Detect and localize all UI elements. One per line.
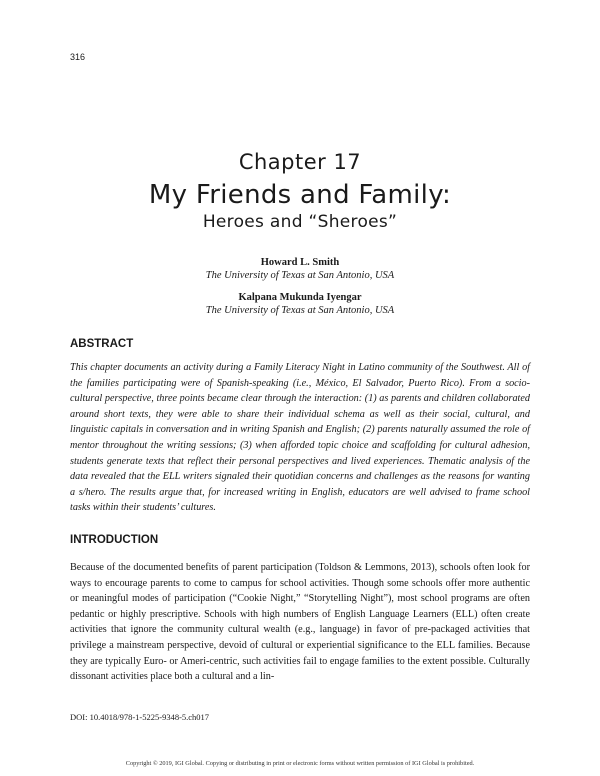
author-block: [0, 257, 600, 281]
author-affiliation: The University of Texas at San Antonio, USA: [205, 305, 395, 316]
chapter-label: Chapter 17: [238, 150, 362, 174]
abstract-heading: ABSTRACT: [70, 338, 134, 350]
copyright-notice: Copyright © 2019, IGI Global. Copying or distributing in print or electronic forms without written permission of IGI Global is prohibited.: [125, 760, 475, 767]
chapter-subtitle: Heroes and “Sheroes”: [202, 212, 398, 232]
page-number: 316: [70, 52, 86, 62]
abstract-text: This chapter documents an activity during a Family Literacy Night in Latino community of the Southwest. All of the families participating were of Spanish-speaking (i.e., México, El Salvador, Puerto Rico). From a socio-cultural perspective, three points became clear through the interaction: (1) as parents and children collaborated around short texts, they were able to share their individual schema as well as their social, cultural, and linguistic capitals in conversation and in writing Spanish and English; (2) parents naturally assumed the role of mentor throughout the writing sessions; (3) when afforded topic choice and scaffolding for cultural adhesion, students generate texts that reflect their personal perspectives and lived experiences. Thematic analysis of the data revealed that the ELL writers signaled their quotidian concerns and challenges as the reasons for wanting a s/hero. The results argue that, for increased writing in English, educators are well advised to frame school tasks within their students’ cultures.: [70, 362, 530, 514]
introduction-heading: INTRODUCTION: [70, 534, 159, 546]
chapter-title: My Friends and Family:: [148, 180, 452, 210]
author-block: [0, 292, 600, 316]
author-name: Howard L. Smith: [260, 257, 340, 268]
author-name: Kalpana Mukunda Iyengar: [238, 292, 362, 303]
doi-line: DOI: 10.4018/978-1-5225-9348-5.ch017: [70, 712, 210, 722]
introduction-text: Because of the documented benefits of parent participation (Toldson & Lemmons, 2013), schools often look for ways to encourage parents to come to campus for school activities. Though some schools offer more authentic or meaningful modes of participation (“Cookie Night,” “Storytelling Night”), most school programs are often pedantic or highly prescriptive. Schools with high numbers of English Language Learners (ELL) often create activities that ignore the community cultural wealth (e.g., language) in favor of pre-packaged activities that privilege a mainstream perspective, devoid of cultural or experiential significance to the ELL families. Because they are typically Euro- or Ameri-centric, such activities fail to engage families to the extent possible. Culturally dissonant activities place both a cultural and a lin-: [70, 562, 530, 683]
author-affiliation: The University of Texas at San Antonio, USA: [205, 270, 395, 281]
